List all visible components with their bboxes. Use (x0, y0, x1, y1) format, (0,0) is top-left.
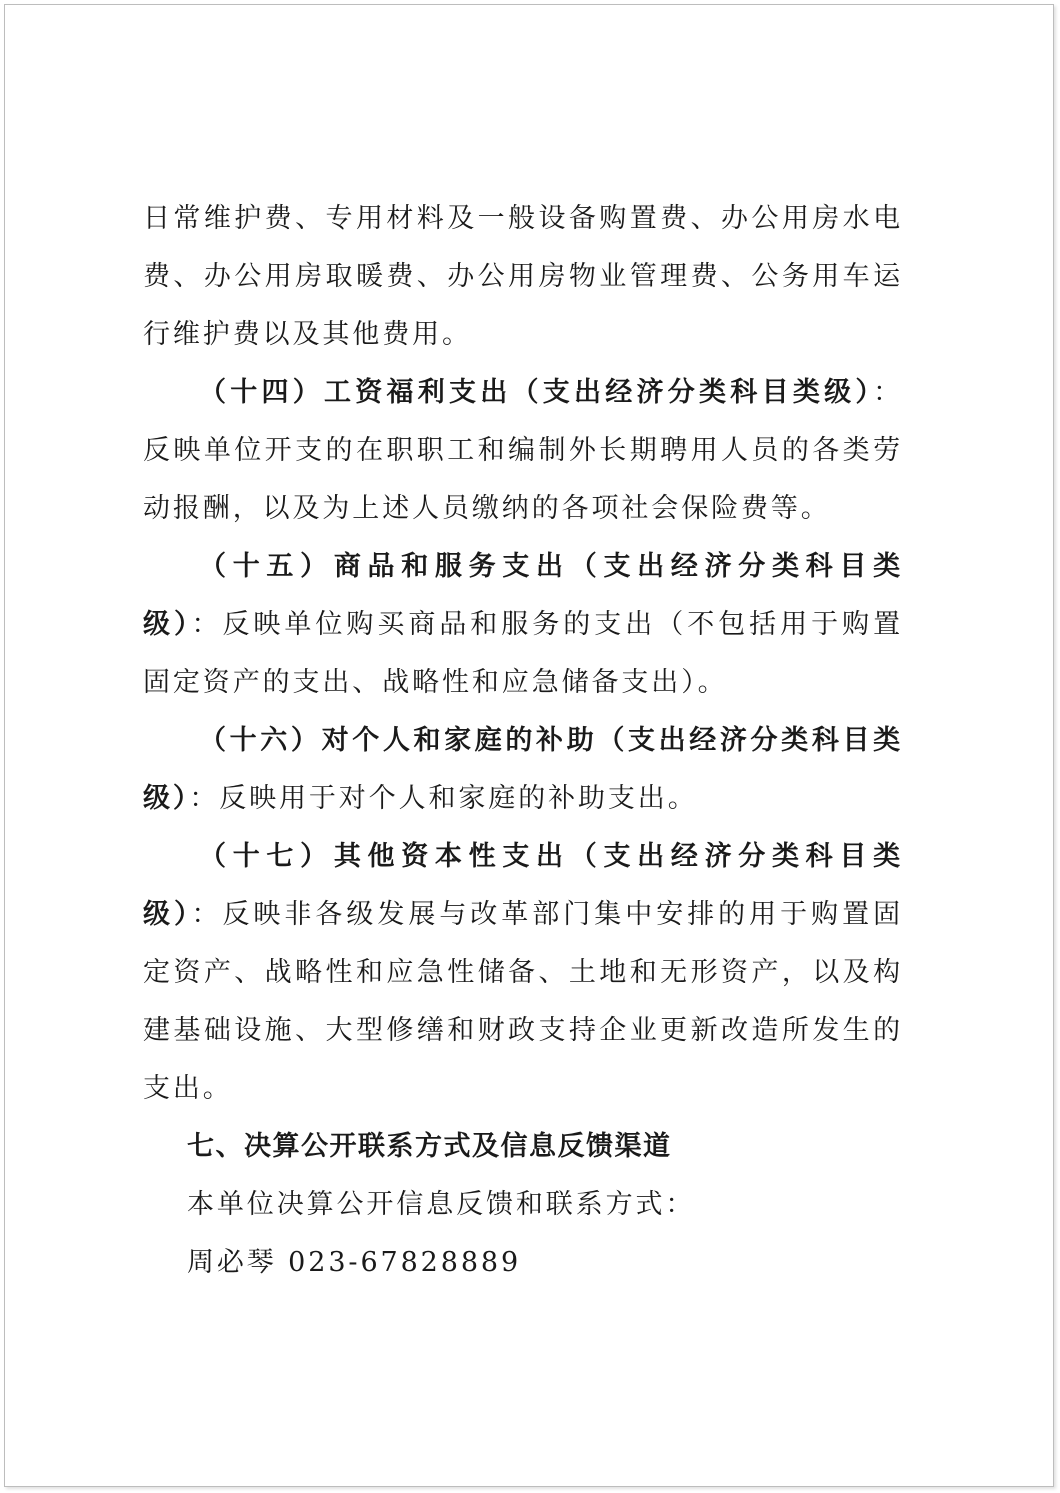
item-body-15: ：反映单位购买商品和服务的支出（不包括用于购置固定资产的支出、战略性和应急储备支出）。 (143, 609, 903, 698)
item-title-17: （十七）其他资本性支出（支出经济分类科目类级） (143, 841, 903, 930)
item-title-14: （十四）工资福利支出（支出经济分类科目类级） (199, 377, 874, 408)
item-title-15: （十五）商品和服务支出（支出经济分类科目类级） (143, 551, 903, 640)
item-body-17: ：反映非各级发展与改革部门集中安排的用于购置固定资产、战略性和应急性储备、土地和无形资产，以及构建基础设施、大型修缮和财政支持企业更新改造所发生的支出。 (143, 899, 903, 1104)
item-body-16: ：反映用于对个人和家庭的补助支出。 (189, 783, 698, 814)
document-body (143, 190, 903, 1292)
paragraph-goods-services (143, 538, 903, 712)
paragraph-text: 日常维护费、专用材料及一般设备购置费、办公用房水电费、办公用房取暖费、办公用房物业管理费、公务用车运行维护费以及其他费用。 (143, 203, 903, 350)
section-heading: 七、决算公开联系方式及信息反馈渠道 (187, 1131, 672, 1162)
contact-intro: 本单位决算公开信息反馈和联系方式： (187, 1189, 696, 1220)
contact-info: 周必琴 023-67828889 (187, 1247, 522, 1278)
paragraph-salary-welfare (143, 364, 903, 538)
item-body-14: ：反映单位开支的在职职工和编制外长期聘用人员的各类劳动报酬，以及为上述人员缴纳的各项社会保险费等。 (143, 377, 903, 524)
item-title-16: （十六）对个人和家庭的补助（支出经济分类科目类级） (143, 725, 903, 814)
paragraph-household-subsidy (143, 712, 903, 828)
paragraph-other-capital (143, 828, 903, 1118)
paragraph-expense-items (143, 190, 903, 364)
